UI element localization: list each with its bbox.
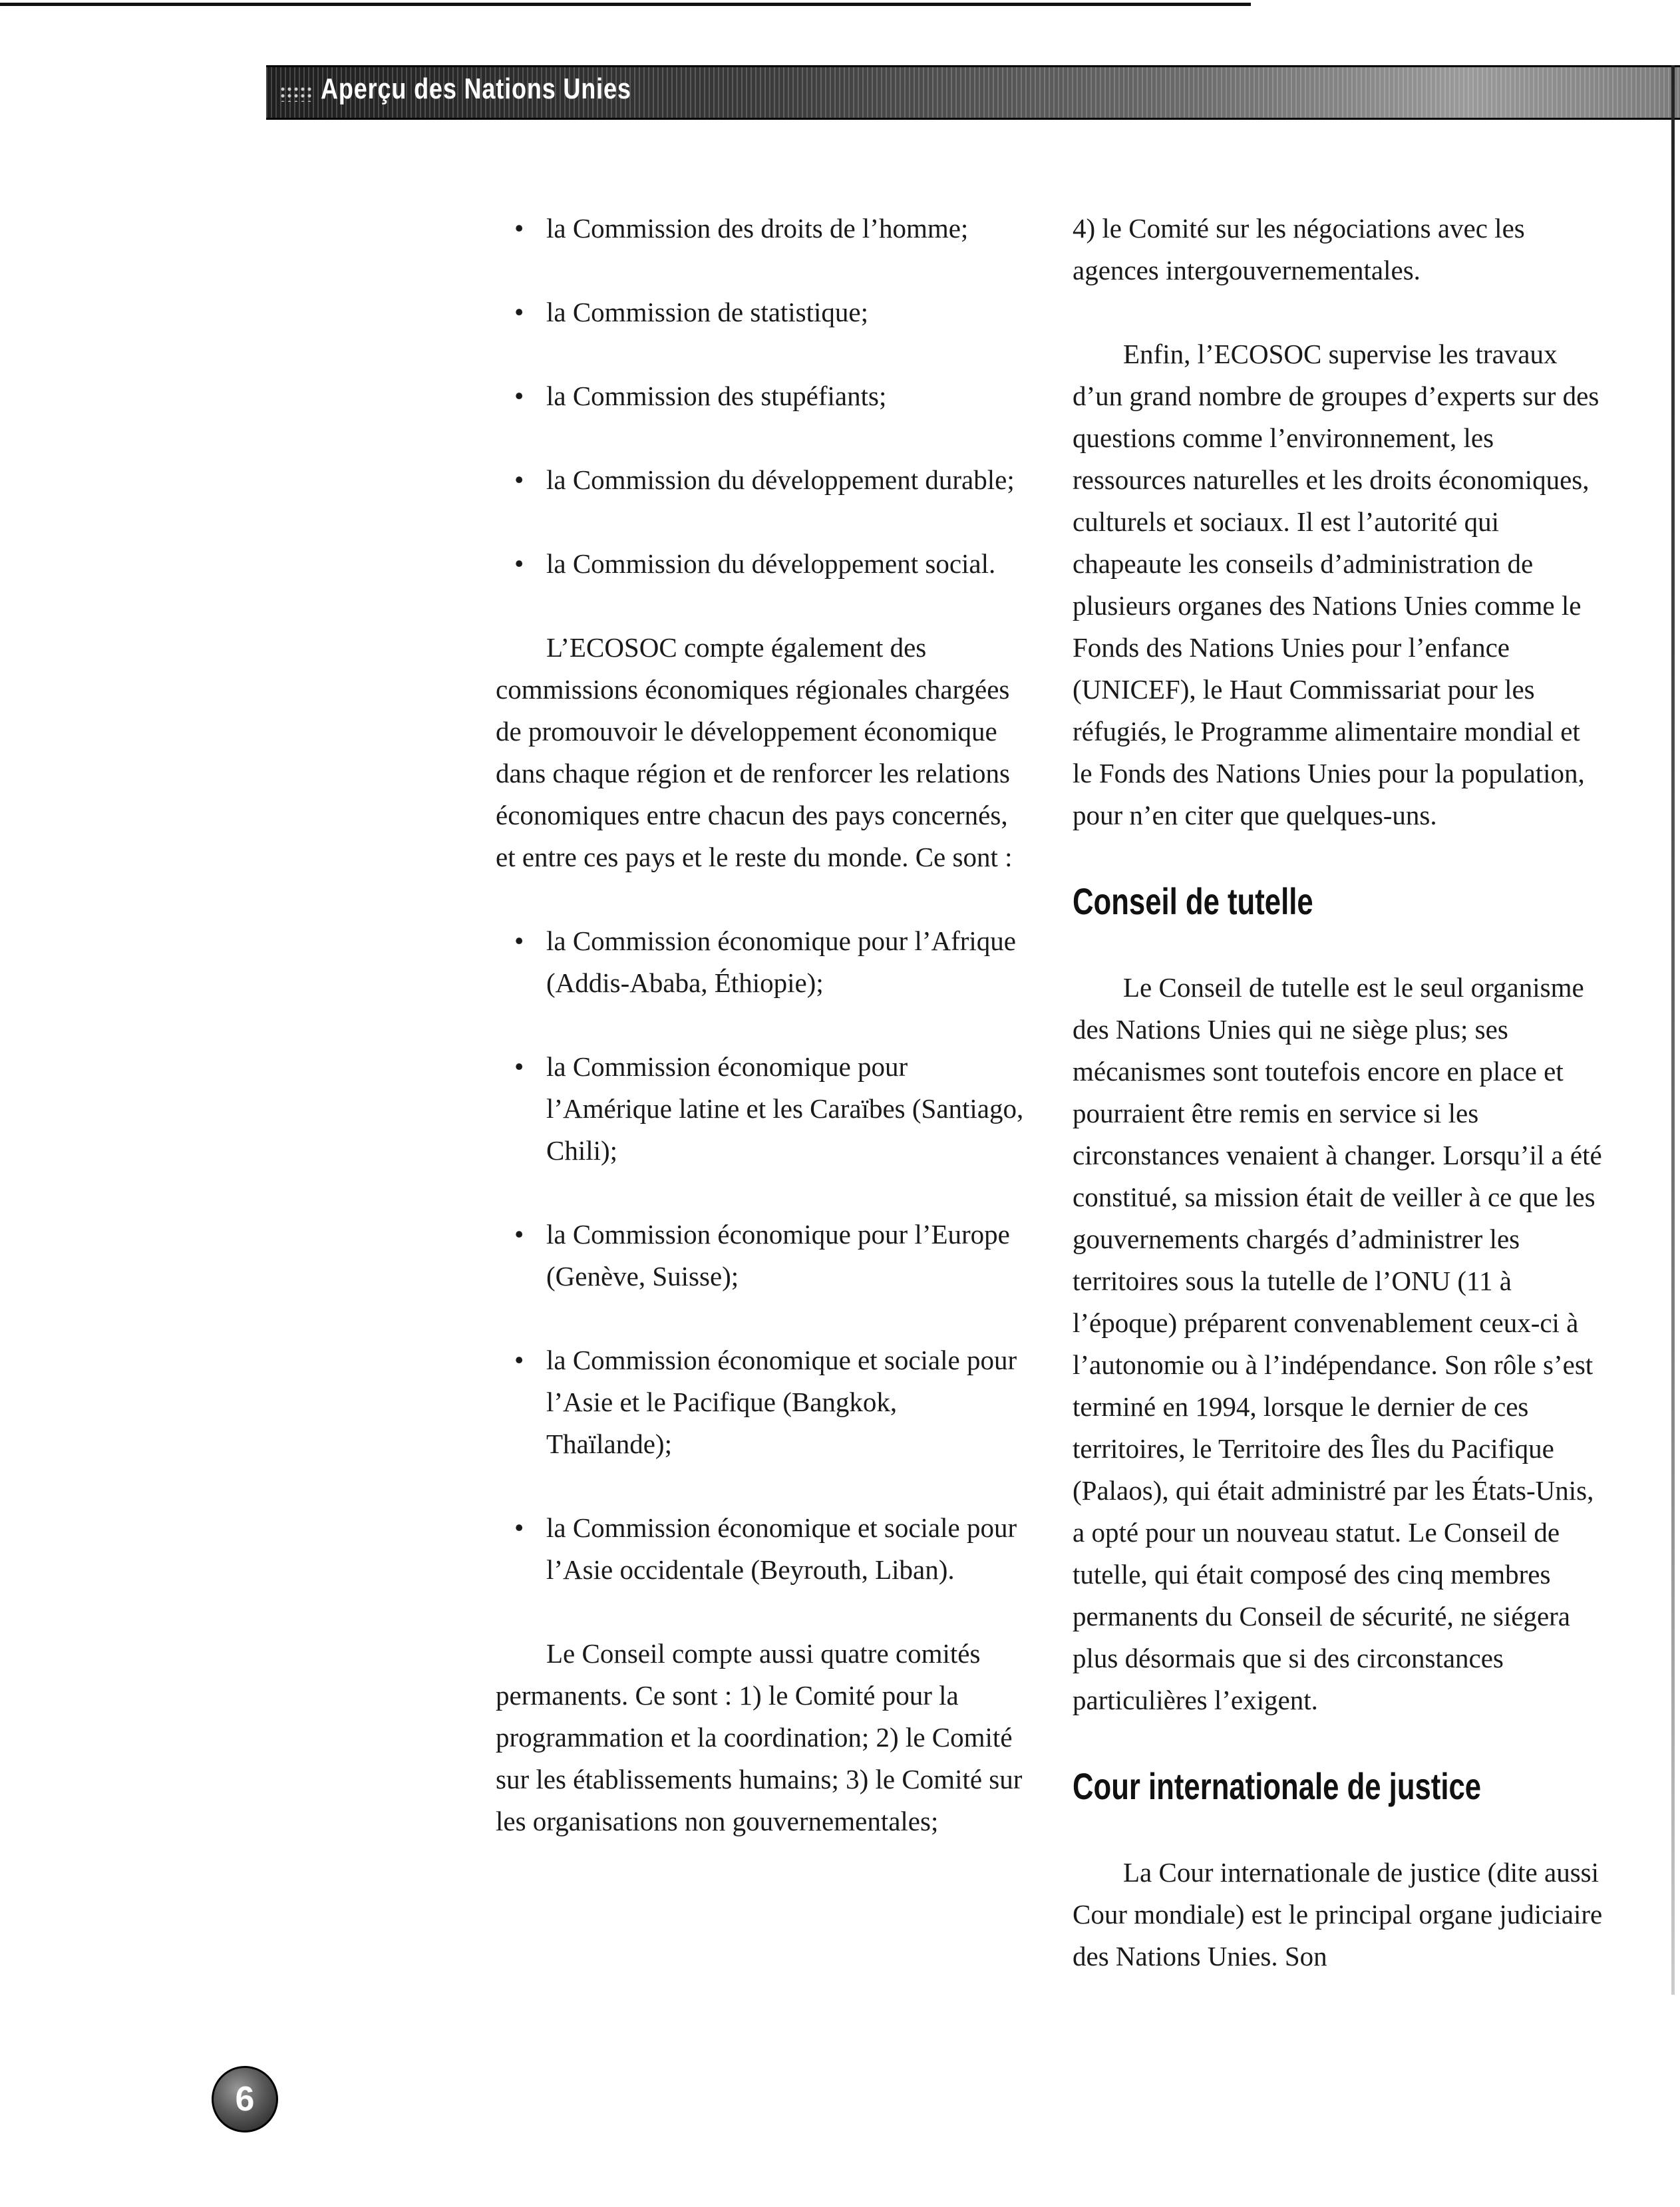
list-item: • la Commission économique pour l’Amérique latine et les Caraïbes (Santiago, Chili);: [496, 1046, 1028, 1172]
top-rule: [0, 3, 1251, 6]
list-item: • la Commission économique pour l’Afrique (Addis-Ababa, Éthiopie);: [496, 920, 1028, 1004]
list-item: • la Commission du développement social.: [496, 543, 1028, 585]
list-item: • la Commission économique et sociale pour l’Asie et le Pacifique (Bangkok, Thaïlande);: [496, 1339, 1028, 1465]
section-heading-court: Cour internationale de justice: [1073, 1765, 1482, 1807]
running-header-title: Aperçu des Nations Unies: [321, 73, 631, 105]
list-item: • la Commission de statistique;: [496, 291, 1028, 333]
left-column: [496, 208, 1028, 1884]
list-item: • la Commission économique pour l’Europe (Genève, Suisse);: [496, 1214, 1028, 1297]
list-item: • la Commission des stupéfiants;: [496, 375, 1028, 417]
page-number-badge: [212, 2066, 278, 2132]
running-header: [266, 65, 1680, 120]
page-number: 6: [235, 2080, 255, 2119]
list-item: • la Commission des droits de l’homme;: [496, 208, 1028, 250]
regional-commission-list: [496, 920, 1028, 1591]
right-column: [1073, 208, 1605, 2019]
paragraph-standing-committees: Le Conseil compte aussi quatre comités permanents. Ce sont : 1) le Comité pour la programmation et la coordination; 2) le Comité sur les établissements humains; 3) le Comité sur les organisations non gouvernementales;: [496, 1638, 1023, 1836]
commission-list: [496, 208, 1028, 585]
paragraph-trusteeship: Le Conseil de tutelle est le seul organisme des Nations Unies qui ne siège plus; ses mécanismes sont toutefois encore en place et pourraient être remis en service si les circonstances venaient à changer. Lorsqu’il a été constitué, sa mission était de veiller à ce que les gouvernements chargés d’administrer les territoires sous la tutelle de l’ONU (11 à l’époque) préparent convenablement ceux-ci à l’autonomie ou à l’indépendance. Son rôle s’est terminé en 1994, lorsque le dernier de ces territoires, le Territoire des Îles du Pacifique (Palaos), qui était administré par les États-Unis, a opté pour un nouveau statut. Le Conseil de tutelle, qui était composé des cinq membres permanents du Conseil de sécurité, ne siégera plus désormais que si des circonstances particulières l’exigent.: [1073, 972, 1602, 1715]
paragraph-ecosoc-experts: Enfin, l’ECOSOC supervise les travaux d’un grand nombre de groupes d’experts sur des questions comme l’environnement, les ressources naturelles et les droits économiques, culturels et sociaux. Il est l’autorité qui chapeaute les conseils d’administration de plusieurs organes des Nations Unies comme le Fonds des Nations Unies pour l’enfance (UNICEF), le Haut Commissariat pour les réfugiés, le Programme alimentaire mondial et le Fonds des Nations Unies pour la population, pour n’en citer que quelques-uns.: [1073, 339, 1599, 830]
paragraph-continued: 4) le Comité sur les négociations avec les agences intergouvernementales.: [1073, 213, 1525, 285]
section-heading-trusteeship: Conseil de tutelle: [1073, 880, 1313, 922]
paragraph-court: La Cour internationale de justice (dite aussi Cour mondiale) est le principal organe judiciaire des Nations Unies. Son: [1073, 1857, 1603, 1971]
page-edge-rule: [1671, 65, 1675, 1995]
list-item: • la Commission du développement durable;: [496, 459, 1028, 501]
header-dot-pattern: [279, 86, 313, 102]
paragraph-regional-commissions: L’ECOSOC compte également des commissions économiques régionales chargées de promouvoir le développement économique dans chaque région et de renforcer les relations économiques entre chacun des pays concernés, et entre ces pays et le reste du monde. Ce sont :: [496, 632, 1013, 872]
list-item: • la Commission économique et sociale pour l’Asie occidentale (Beyrouth, Liban).: [496, 1507, 1028, 1591]
